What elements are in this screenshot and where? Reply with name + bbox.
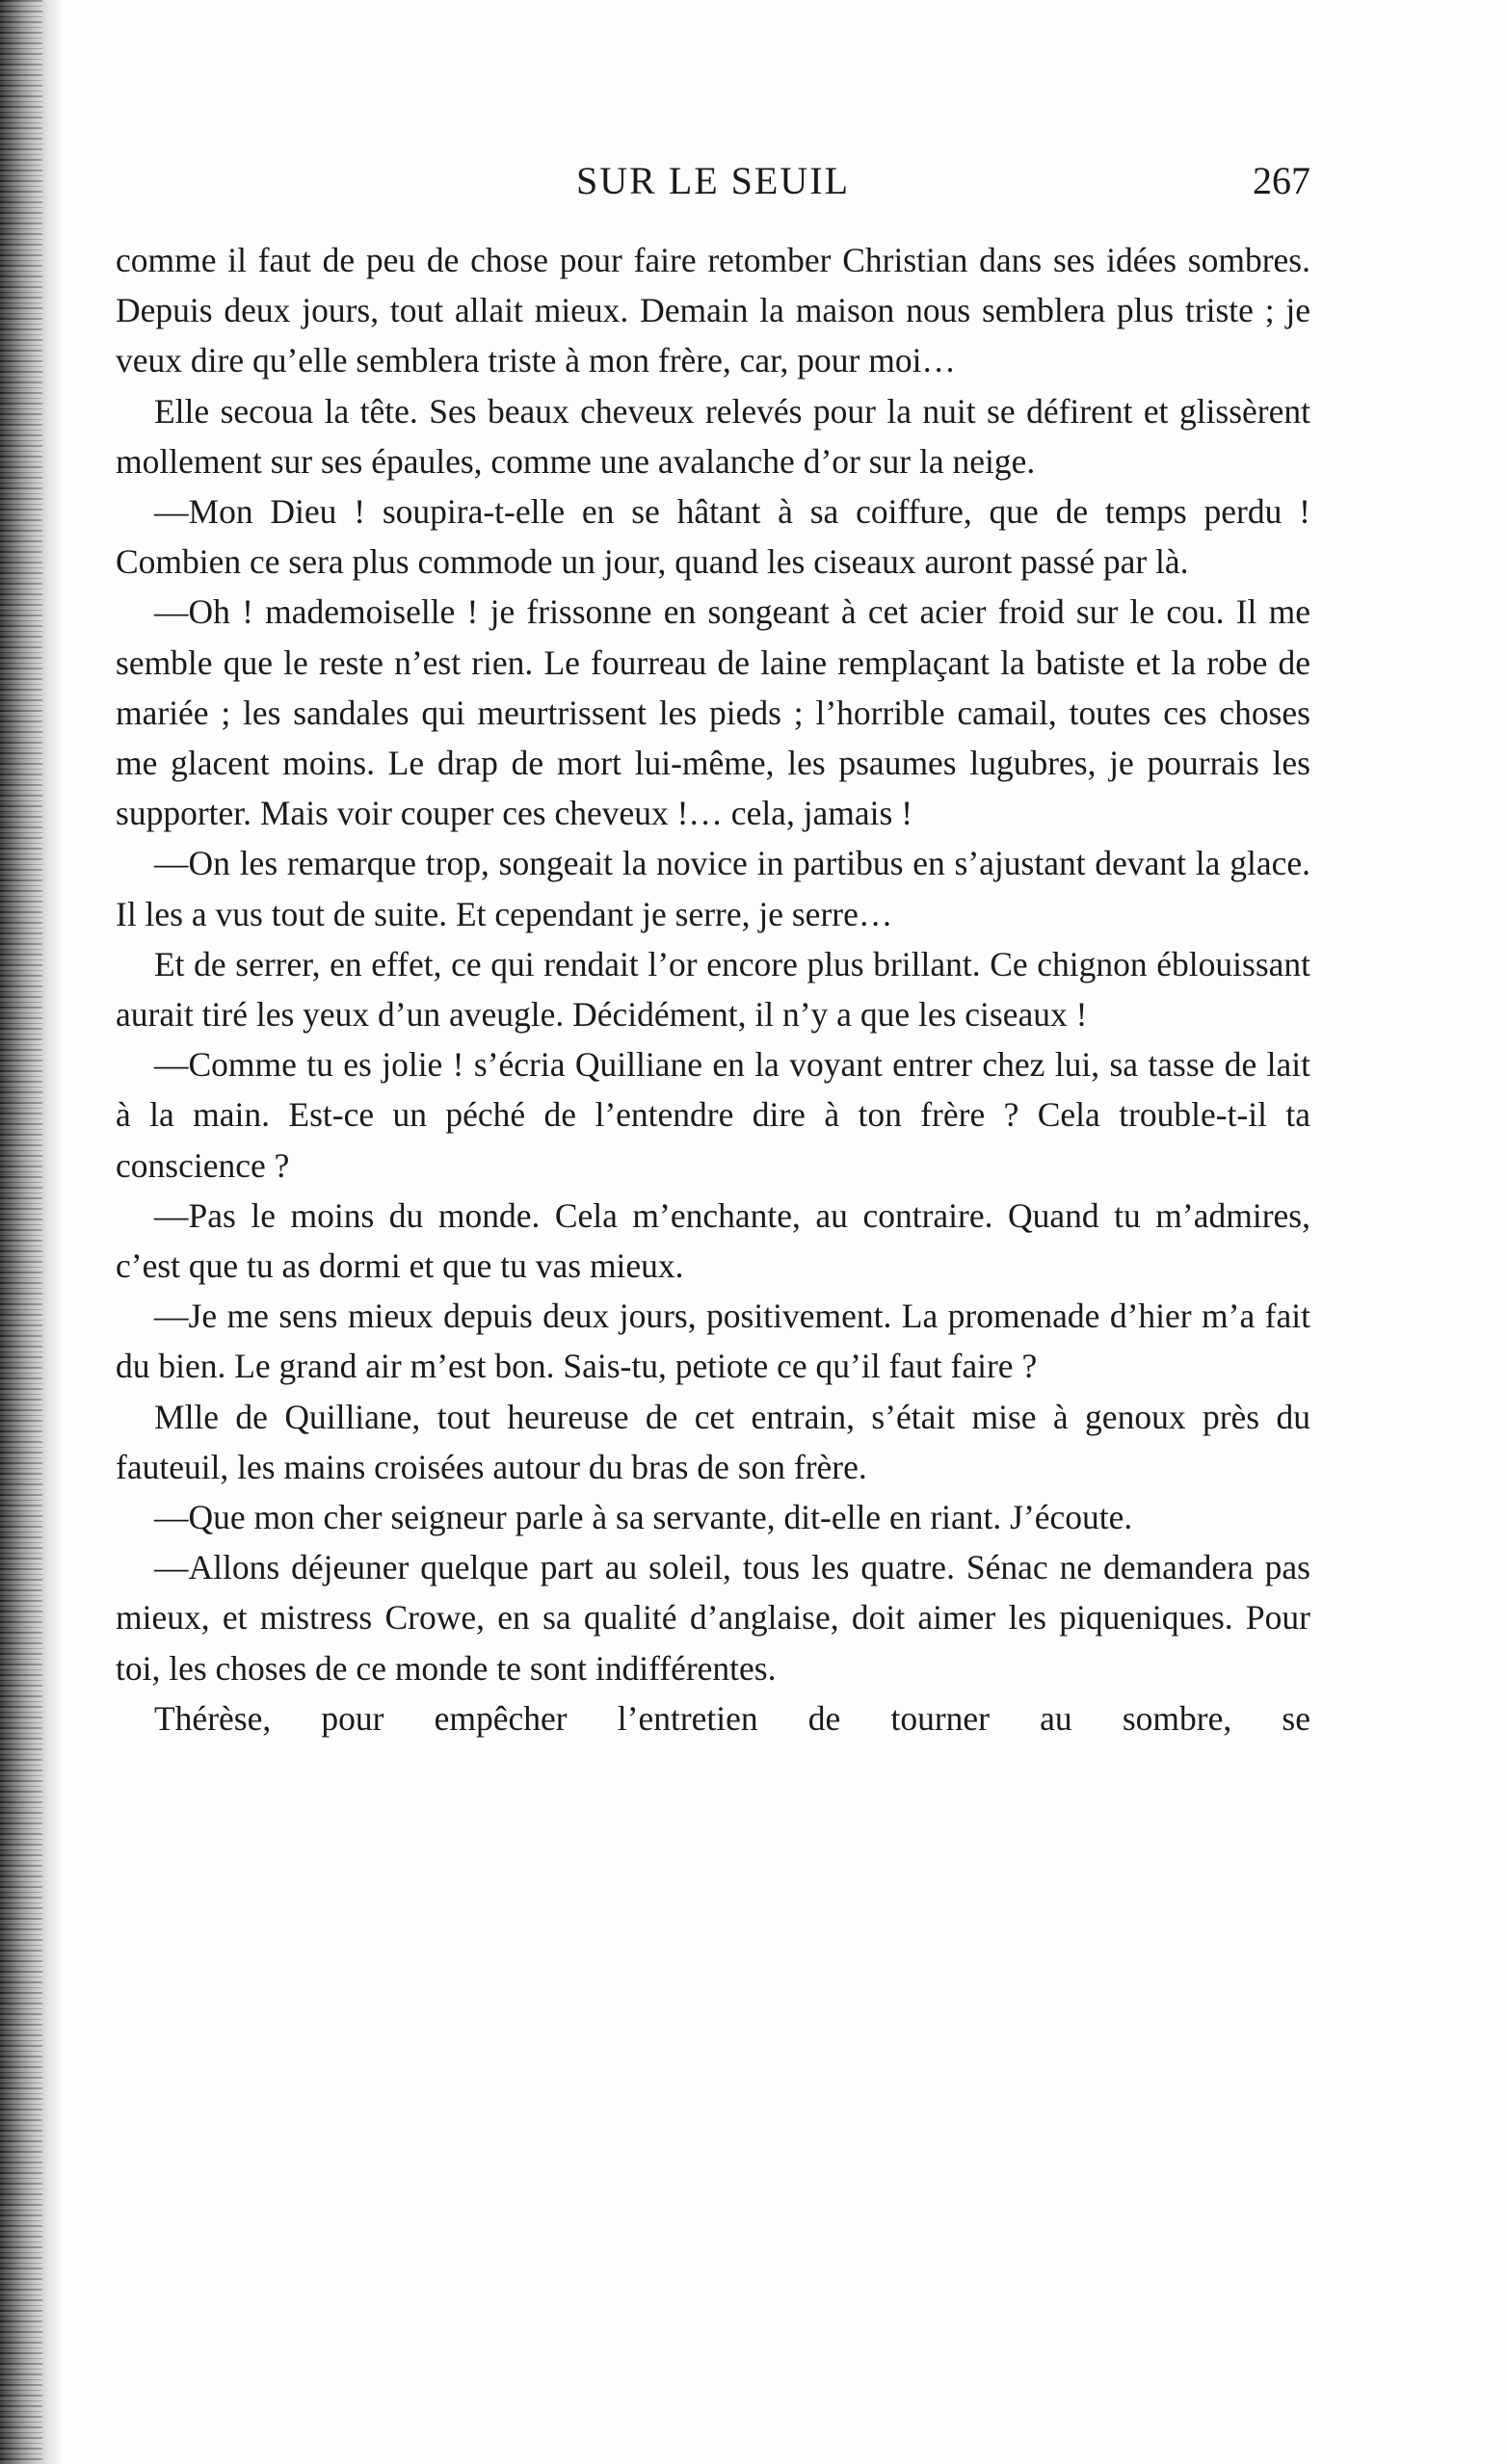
paragraph: Elle secoua la tête. Ses beaux cheveux relevés pour la nuit se défirent et glissèrent mollement sur ses épaules, comme une avalanche d’or sur la neige. <box>116 391 1310 481</box>
paragraph: Mlle de Quilliane, tout heureuse de cet entrain, s’était mise à genoux près du fauteuil, les mains croisées autour du bras de son frère. <box>116 1397 1310 1486</box>
paragraph: —On les remarque trop, songeait la novice in partibus en s’ajustant devant la glace. Il les a vus tout de suite. Et cependant je serre, je serre… <box>116 844 1310 933</box>
paragraph: —Oh ! mademoiselle ! je frissonne en songeant à cet acier froid sur le cou. Il me semble que le reste n’est rien. Le fourreau de laine remplaçant la batiste et la robe de mariée ; les sandales qui meurtrissent les pieds ; l’horrible camail, toutes ces choses me glacent moins. Le drap de mort lui-même, les psaumes lugubres, je pourrais les supporter. Mais voir couper ces cheveux !… cela, jamais ! <box>116 592 1310 833</box>
paragraph: —Que mon cher seigneur parle à sa servante, dit-elle en riant. J’écoute. <box>154 1498 1133 1537</box>
page-header <box>116 154 1310 208</box>
paragraph: —Pas le moins du monde. Cela m’enchante, au contraire. Quand tu m’admires, c’est que tu as dormi et que tu vas mieux. <box>116 1195 1310 1286</box>
paragraph: —Allons déjeuner quelque part au soleil, tous les quatre. Sénac ne demandera pas mieux, et mistress Crowe, en sa qualité d’anglaise, doit aimer les piqueniques. Pour toi, les choses de ce monde te sont indifférentes. <box>116 1548 1310 1688</box>
paragraph: —Comme tu es jolie ! s’écria Quilliane en la voyant entrer chez lui, sa tasse de lait à la main. Est-ce un péché de l’entendre dire à ton frère ? Cela trouble-t-il ta conscience ? <box>116 1045 1310 1185</box>
book-spine-texture <box>0 0 42 2464</box>
paragraph: Thérèse, pour empêcher l’entretien de tourner au sombre, se <box>154 1698 1310 1738</box>
body-text <box>116 235 1310 1743</box>
paragraph: comme il faut de peu de chose pour faire retomber Christian dans ses idées sombres. Depuis deux jours, tout allait mieux. Demain la maison nous semblera plus triste ; je veux dire qu’elle semblera triste à mon frère, car, pour moi… <box>116 241 1310 380</box>
paragraph: —Je me sens mieux depuis deux jours, positivement. La promenade d’hier m’a fait du bien. Le grand air m’est bon. Sais-tu, petiote ce qu’il faut faire ? <box>116 1297 1310 1386</box>
running-title: SUR LE SEUIL <box>576 159 850 202</box>
paragraph: Et de serrer, en effet, ce qui rendait l’or encore plus brillant. Ce chignon éblouissant aurait tiré les yeux d’un aveugle. Décidément, il n’y a que les ciseaux ! <box>116 944 1310 1035</box>
page-number: 267 <box>1253 159 1310 202</box>
paragraph: —Mon Dieu ! soupira-t-elle en se hâtant à sa coiffure, que de temps perdu ! Combien ce sera plus commode un jour, quand les ciseaux auront passé par là. <box>116 492 1310 582</box>
